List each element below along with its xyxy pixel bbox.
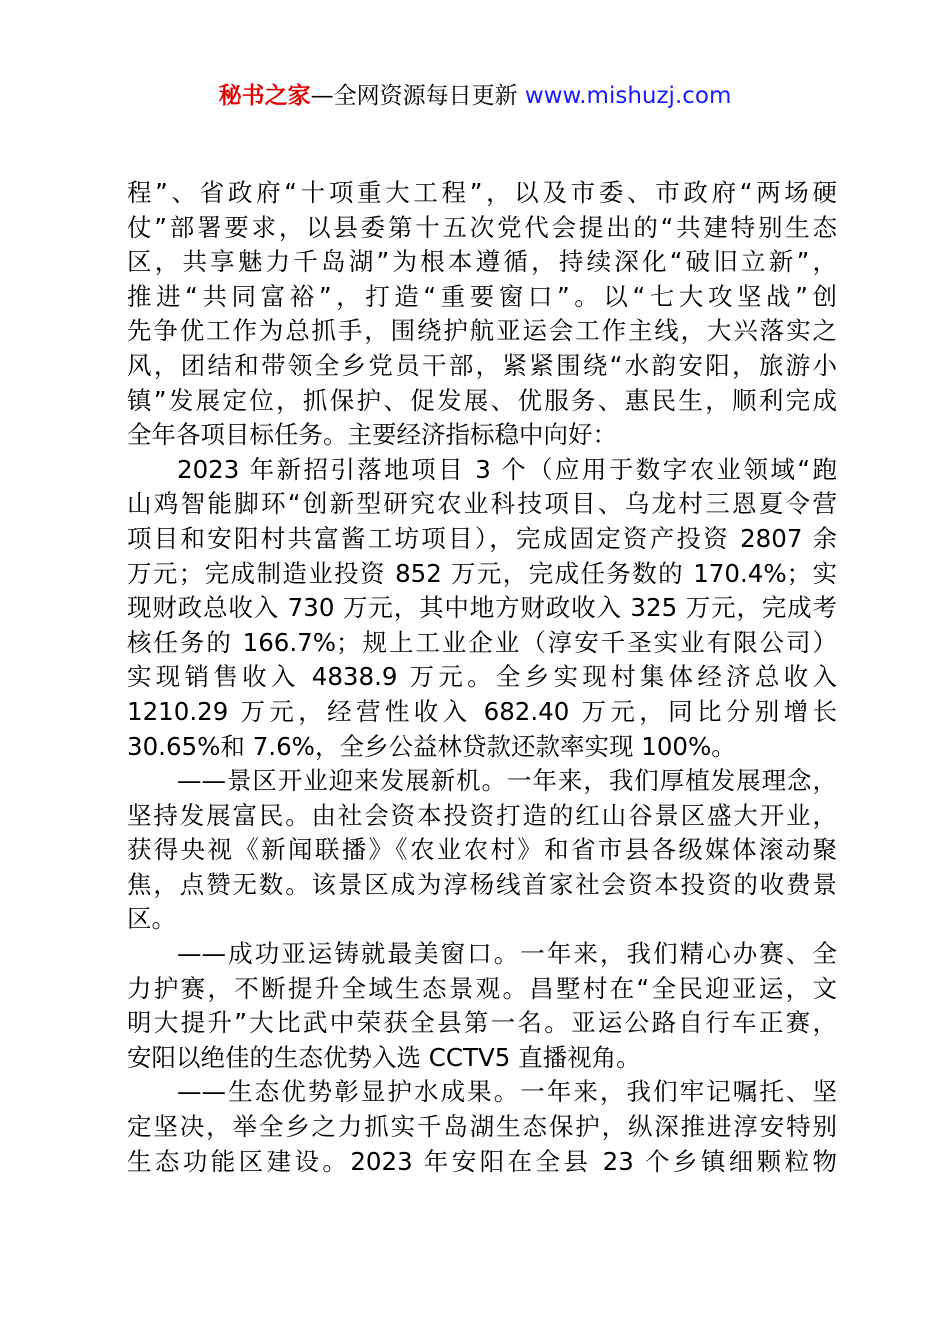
text-line: 风，团结和带领全乡党员干部，紧紧围绕“水韵安阳，旅游小 <box>127 350 837 380</box>
text-line: 获得央视《新闻联播》《农业农村》和省市县各级媒体滚动聚 <box>127 835 837 865</box>
text-line: 区，共享魅力千岛湖”为根本遵循，持续深化“破旧立新”， <box>127 247 837 277</box>
text-line: 仗”部署要求，以县委第十五次党代会提出的“共建特别生态 <box>127 212 837 242</box>
text-line: 1210.29 万元，经营性收入 682.40 万元，同比分别增长 <box>127 696 837 726</box>
page-header <box>0 80 950 112</box>
text-line: 实现销售收入 4838.9 万元。全乡实现村集体经济总收入 <box>127 662 837 692</box>
text-line: 坚持发展富民。由社会资本投资打造的红山谷景区盛大开业， <box>127 800 837 830</box>
header-tagline: —全网资源每日更新 <box>310 83 525 109</box>
text-line: 2023 年新招引落地项目 3 个（应用于数字农业领域“跑 <box>177 454 837 484</box>
paragraph <box>127 453 837 764</box>
text-line: 区。 <box>127 904 176 934</box>
brand-name: 秘书之家 <box>218 83 311 109</box>
text-line: 明大提升”大比武中荣获全县第一名。亚运公路自行车正赛， <box>127 1008 837 1038</box>
text-line: 先争优工作为总抓手，围绕护航亚运会工作主线，大兴落实之 <box>127 316 837 346</box>
text-line: 30.65%和 7.6%，全乡公益林贷款还款率实现 100%。 <box>127 731 736 761</box>
website-link[interactable]: www.mishuzj.com <box>524 83 732 109</box>
text-line: 核任务的 166.7%；规上工业企业（淳安千圣实业有限公司） <box>127 627 837 657</box>
text-line: 镇”发展定位，抓保护、促发展、优服务、惠民生，顺利完成 <box>127 385 837 415</box>
text-line: 现财政总收入 730 万元，其中地方财政收入 325 万元，完成考 <box>127 593 837 623</box>
text-line: 生态功能区建设。2023 年安阳在全县 23 个乡镇细颗粒物 <box>127 1146 837 1176</box>
text-line: 定坚决，举全乡之力抓实千岛湖生态保护，纵深推进淳安特别 <box>127 1112 837 1142</box>
text-line: ——生态优势彰显护水成果。一年来，我们牢记嘱托、坚 <box>177 1077 837 1107</box>
paragraph <box>127 176 837 453</box>
text-line: 焦，点赞无数。该景区成为淳杨线首家社会资本投资的收费景 <box>127 869 837 899</box>
paragraph <box>127 764 837 937</box>
paragraph <box>127 1075 837 1179</box>
text-line: 全年各项目标任务。主要经济指标稳中向好： <box>127 420 617 450</box>
text-line: 程”、省政府“十项重大工程”，以及市委、市政府“两场硬 <box>127 178 837 207</box>
text-line: ——成功亚运铸就最美窗口。一年来，我们精心办赛、全 <box>177 939 837 969</box>
text-line: 力护赛，不断提升全域生态景观。昌墅村在“全民迎亚运，文 <box>127 973 837 1003</box>
paragraph <box>127 937 837 1075</box>
text-line: ——景区开业迎来发展新机。一年来，我们厚植发展理念， <box>177 766 837 796</box>
document-body <box>127 176 837 1179</box>
text-line: 推进“共同富裕”，打造“重要窗口”。以“七大攻坚战”创 <box>127 281 837 311</box>
text-line: 山鸡智能脚环“创新型研究农业科技项目、乌龙村三恩夏令营 <box>127 489 837 519</box>
text-line: 项目和安阳村共富酱工坊项目），完成固定资产投资 2807 余 <box>127 523 837 553</box>
text-line: 万元；完成制造业投资 852 万元，完成任务数的 170.4%；实 <box>127 558 837 588</box>
text-line: 安阳以绝佳的生态优势入选 CCTV5 直播视角。 <box>127 1042 641 1072</box>
